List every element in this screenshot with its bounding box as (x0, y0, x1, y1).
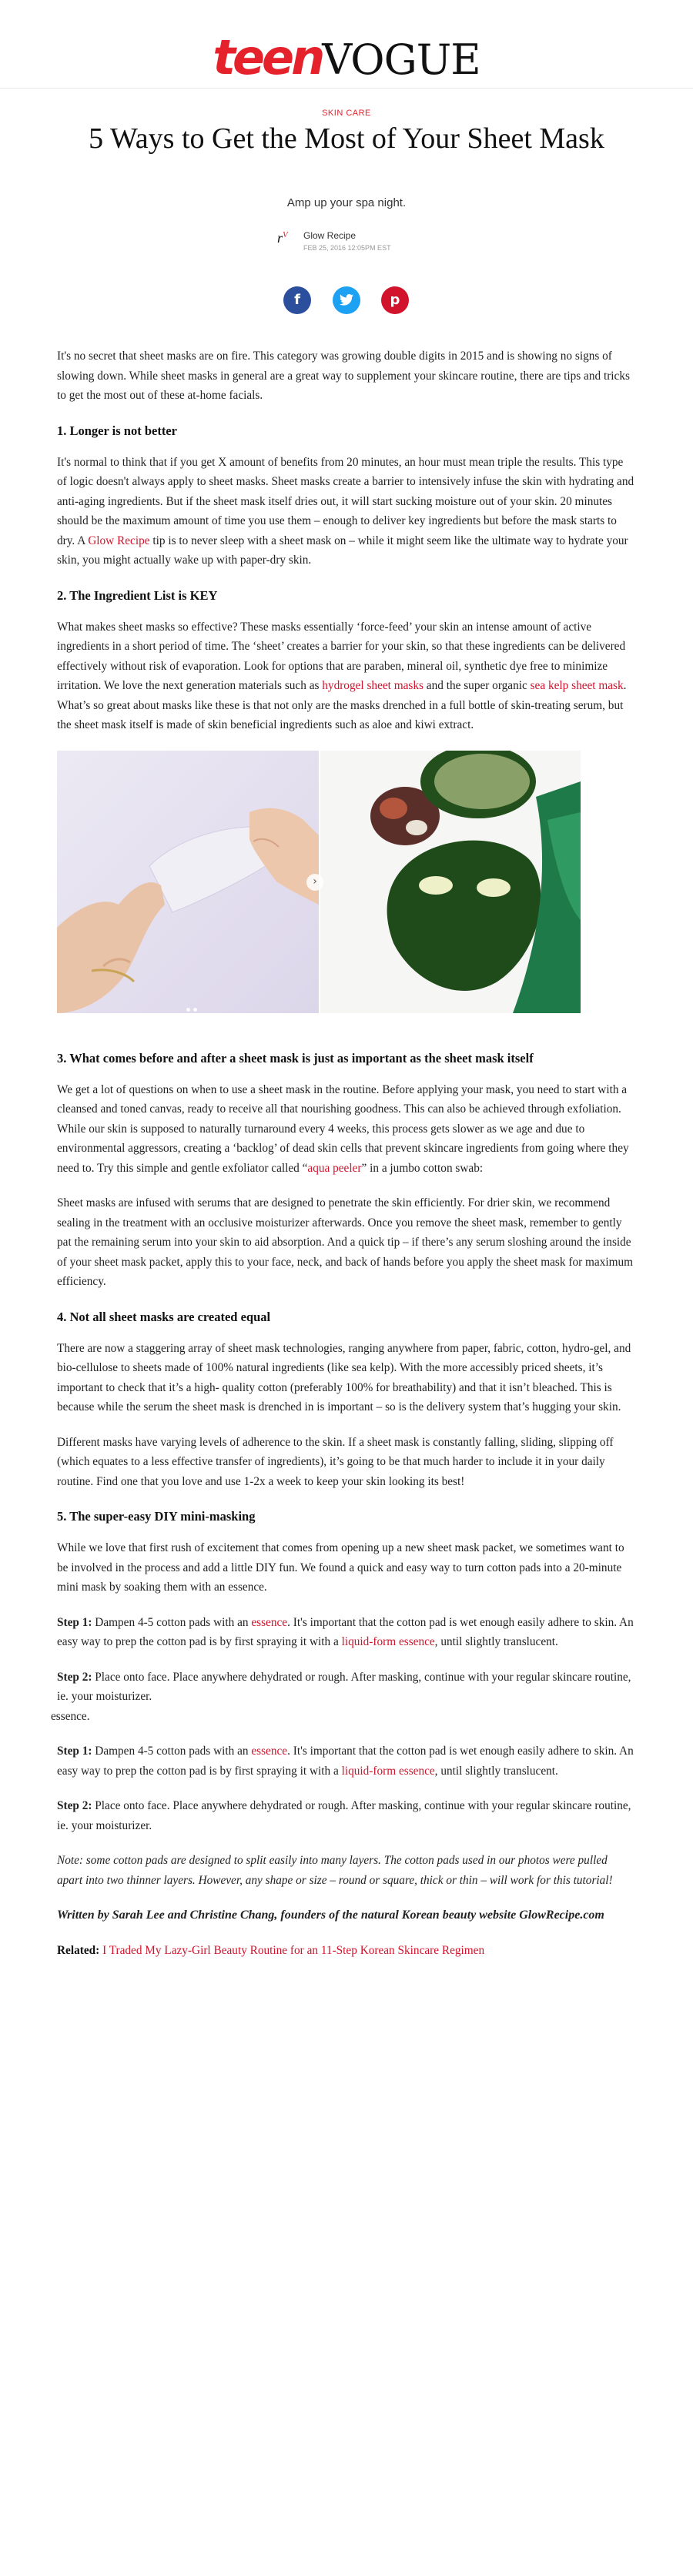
article-body (51, 346, 634, 1976)
section-heading-5: 5. The super-easy DIY mini-masking (57, 1509, 256, 1524)
article-dek: Amp up your spa night. (286, 196, 407, 209)
twitter-icon (340, 293, 353, 309)
section-heading-1: 1. Longer is not better (57, 423, 177, 438)
section-4-paragraph-2: Different masks have varying levels of adherence to the skin. If a sheet mask is constantly falling, sliding, slipping off (which equates to a less effective transfer of ingredients), it’s going to be that much harder to include it in your daily routine. Find one that you love and use 1-2x a week to keep your skin looking its best! (57, 1435, 614, 1488)
facebook-share-button[interactable] (283, 286, 311, 314)
share-bar (283, 286, 414, 317)
related-article: Related: I Traded My Lazy-Girl Beauty Routine for an 11-Step Korean Skincare Regimen (57, 1944, 485, 1957)
sea-kelp-sheet-mask-link[interactable]: sea kelp sheet mask (530, 679, 624, 692)
related-article-link[interactable]: I Traded My Lazy-Girl Beauty Routine for an 11-Step Korean Skincare Regimen (102, 1944, 485, 1957)
essence-link-repeat[interactable]: essence (251, 1745, 288, 1758)
step-2-paragraph: Step 2: Place onto face. Place anywhere dehydrated or rough. After masking, continue with your regular skincare routine, ie. your moisturizer. (57, 1670, 631, 1703)
liquid-form-essence-link-repeat[interactable]: liquid-form essence (341, 1764, 435, 1778)
author-name[interactable]: Glow Recipe (303, 230, 357, 241)
hands-peeling-sheet-mask-image (57, 751, 319, 1013)
step-1-paragraph: Step 1: Dampen 4-5 cotton pads with an essence. It's important that the cotton pad is wet enough easily adhere to skin. An easy way to prep the cotton pad is by first spraying it with a liquid-form essence, until slightly translucent. (57, 1615, 634, 1648)
liquid-form-essence-link[interactable]: liquid-form essence (341, 1635, 435, 1648)
pinterest-share-button[interactable] (381, 286, 409, 314)
section-1-paragraph: It's normal to think that if you get X amount of benefits from 20 minutes, an hour must mean triple the results. This type of logic doesn't always apply to sheet masks. Sheet masks create a barrier to intensively infuse the skin with hydrating and anti-aging ingredients. But if the sheet mask itself dries out, it will start sucking moisture out of your skin. 20 minutes should be the maximum amount of time you use them – enough to deliver key ingredients but before the mask starts to dry. A Glow Recipe tip is to never sleep with a sheet mask on – while it might seem like the ultimate way to hydrate your skin, you might actually wake up with paper-dry skin. (57, 455, 634, 567)
facebook-icon: f (294, 292, 300, 308)
site-header (0, 0, 693, 89)
intro-paragraph: It's no secret that sheet masks are on fire. This category was growing double digits in 2015 and is showing no signs of slowing down. While sheet masks in general are a great way to supplement your skincare routine, there are tips and tricks to get the most out of these at-home facials. (57, 350, 630, 402)
logo-teen: teen (213, 29, 323, 85)
step-1-paragraph-repeat: Step 1: Dampen 4-5 cotton pads with an essence. It's important that the cotton pad is wet enough easily adhere to skin. An easy way to prep the cotton pad is by first spraying it with a liquid-form essence, until slightly translucent. (57, 1745, 634, 1778)
green-sea-kelp-mask-image (320, 751, 581, 1013)
byline (277, 227, 508, 258)
author-credit: Written by Sarah Lee and Christine Chang, founders of the natural Korean beauty website GlowRecipe.com (57, 1909, 604, 1922)
essence-link[interactable]: essence (251, 1615, 288, 1629)
glow-recipe-link[interactable]: Glow Recipe (88, 534, 150, 547)
teen-vogue-logo[interactable] (0, 29, 693, 85)
step-2-paragraph-repeat: Step 2: Place onto face. Place anywhere dehydrated or rough. After masking, continue with your regular skincare routine, ie. your moisturizer. (57, 1799, 631, 1832)
section-2-paragraph: What makes sheet masks so effective? These masks essentially ‘force-feed’ your skin an intense amount of active ingredients in a short period of time. The ‘sheet’ creates a barrier for your skin, so that these ingredients can be delivered effectively without risk of evaporation. Look for options that are paraben, mineral oil, synthetic dye free to minimize irritation. We love the next generation materials such as hydrogel sheet masks and the super organic sea kelp sheet mask. What’s so great about masks like these is that not only are the masks drenched in a full bottle of skin-treating serum, but the sheet mask itself is made of skin beneficial ingredients such as aloe and kiwi extract. (57, 620, 627, 731)
section-heading-3: 3. What comes before and after a sheet mask is just as important as the sheet mask itself (57, 1050, 534, 1066)
section-4-paragraph-1: There are now a staggering array of sheet mask technologies, ranging anywhere from paper, fabric, cotton, hydro-gel, and bio-cellulose to sheets made of 100% natural ingredients (like sea kelp). With the more accessibly priced sheets, it’s important to check that it’s a high- quality cotton (preferably 100% for breathability) and that it isn’t bleached. This is because while the serum the sheet mask is drenched in is important – so is the delivery system that’s hugging your skin. (57, 1341, 631, 1413)
gallery-pagination-dots[interactable] (186, 999, 200, 1013)
image-gallery[interactable] (57, 751, 581, 1013)
section-heading-4: 4. Not all sheet masks are created equal (57, 1309, 271, 1324)
hydrogel-sheet-masks-link[interactable]: hydrogel sheet masks (322, 679, 424, 692)
publish-date: FEB 25, 2016 12:05PM EST (303, 244, 391, 252)
section-heading-2: 2. The Ingredient List is KEY (57, 587, 218, 603)
section-3-paragraph-1: We get a lot of questions on when to use a sheet mask in the routine. Before applying your mask, you need to start with a cleansed and toned canvas, ready to receive all that nourishing goodness. This can also be achieved through exfoliation. While our skin is supposed to naturally turnaround every 4 weeks, this process gets slower as we age and due to environmental aggressors, creating a ‘backlog’ of dead skin cells that prevent skincare ingredients from going where they need to. Try this simple and gentle exfoliator called “aqua peeler” in a jumbo cotton swab: (57, 1082, 629, 1175)
aqua-peeler-link[interactable]: aqua peeler (307, 1161, 362, 1175)
twitter-share-button[interactable] (333, 286, 360, 314)
cotton-pad-note: Note: some cotton pads are designed to split easily into many layers. The cotton pads used in our photos were pulled apart into two thinner layers. However, any shape or size – round or square, thick or thin – will work for this tutorial! (57, 1854, 613, 1887)
section-5-paragraph: While we love that first rush of excitement that comes from opening up a new sheet mask packet, we sometimes want to be involved in the process and add a little DIY fun. We found a quick and easy way to turn cotton pads into a 20-minute mini mask by soaking them with an essence. (57, 1541, 624, 1594)
article-title: 5 Ways to Get the Most of Your Sheet Mask (89, 122, 604, 155)
logo-vogue: VOGUE (322, 35, 480, 84)
gallery-next-arrow-icon[interactable]: › (306, 874, 323, 891)
author-avatar-icon: $r^V$ (277, 230, 288, 246)
section-3-paragraph-2: Sheet masks are infused with serums that are designed to penetrate the skin efficiently. For drier skin, we recommend sealing in the treatment with an occlusive moisturizer afterwards. Once you remove the sheet mask, remember to gently pat the remaining serum into your skin to aid absorption. And a quick tip – if there’s any serum sloshing around the inside of your sheet mask packet, apply this to your face, neck, and back of hands before you apply the sheet mask for maximum efficiency. (57, 1196, 634, 1288)
section-kicker[interactable]: SKIN CARE (322, 109, 371, 118)
stray-essence-text: essence. (51, 1709, 90, 1723)
pinterest-icon: p (390, 292, 400, 308)
